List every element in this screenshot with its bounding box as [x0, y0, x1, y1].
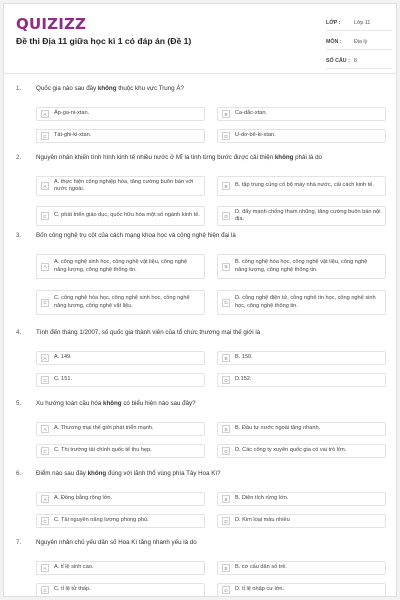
- answer-option-c[interactable]: [36, 444, 205, 458]
- option-letter-box: A: [41, 564, 49, 572]
- answer-option-c[interactable]: [36, 583, 205, 597]
- question-text-start: Xu hướng toàn cầu hóa: [36, 400, 104, 407]
- option-text: C. Tài nguyên năng lượng phong phú.: [54, 517, 149, 524]
- question-4: [16, 329, 388, 383]
- question-3: [16, 232, 388, 309]
- question-header: [16, 154, 388, 162]
- answer-option-a[interactable]: [36, 107, 205, 121]
- question-text-start: Tính đến tháng 1/2007, số quốc gia thành viên của tổ chức thương mại thế giới là: [36, 329, 261, 336]
- option-text: D. Các công ty xuyên quốc gia có vai trò lớn.: [235, 447, 347, 454]
- option-text: Áp-ga-ni-xtan.: [54, 110, 90, 117]
- question-header: [16, 85, 388, 93]
- answer-option-c[interactable]: [36, 206, 205, 226]
- question-header: [16, 329, 388, 337]
- option-letter-box: A: [41, 263, 49, 271]
- question-text-start: Bốn công nghệ trụ cột của cách mạng khoa học và công nghệ hiện đại là: [36, 232, 236, 239]
- meta-subject-value: Địa lý: [354, 39, 368, 45]
- question-number: 5.: [16, 400, 22, 407]
- question-header: [16, 470, 388, 478]
- option-letter-box: B: [222, 263, 230, 271]
- question-5: [16, 400, 388, 454]
- worksheet-header: [4, 4, 396, 74]
- option-text: D. Kim loại màu nhiều: [235, 517, 290, 524]
- question-text-end: có biểu hiện nào sau đây?: [121, 400, 196, 407]
- option-text: Tát-ghi-ki-xtan.: [54, 132, 92, 139]
- answer-option-d[interactable]: [217, 514, 386, 528]
- answer-option-b[interactable]: [217, 176, 386, 196]
- option-text: C. phát triển giáo dục, quốc hữu hóa một số ngành kinh tế.: [54, 212, 200, 219]
- answer-option-c[interactable]: [36, 373, 205, 387]
- option-letter-box: D: [222, 517, 230, 525]
- question-number: 1.: [16, 85, 22, 92]
- worksheet-title: Đề thi Địa 11 giữa học kì 1 có đáp án (Đề 1): [16, 36, 192, 46]
- meta-class-row: [326, 16, 392, 31]
- answer-option-b[interactable]: [217, 351, 386, 365]
- option-letter-box: B: [222, 425, 230, 433]
- meta-count-row: [326, 54, 392, 69]
- option-text: B. tập trung củng cố bộ máy nhà nước, cải cách kinh tế.: [235, 182, 374, 189]
- option-text: D. công nghệ điện tử, công nghệ tin học, công nghệ sinh học, công nghệ thông tin.: [235, 295, 376, 309]
- option-text: A. thực hiện công nghiệp hóa, tăng cường buôn bán với nước ngoài.: [54, 178, 194, 193]
- answer-option-b[interactable]: [217, 422, 386, 436]
- option-letter-box: A: [41, 425, 49, 433]
- question-text: [36, 400, 196, 408]
- quizizz-logo[interactable]: QUIZIZZ: [16, 15, 87, 33]
- question-header: [16, 539, 388, 547]
- answer-option-d[interactable]: [217, 583, 386, 597]
- answer-option-a[interactable]: [36, 351, 205, 365]
- question-number: 7.: [16, 539, 22, 546]
- question-header: [16, 400, 388, 408]
- option-text: B. công nghệ hóa học, công nghệ vật liệu, công nghệ năng lượng, công nghệ thông tin.: [235, 259, 368, 273]
- option-text: D. đẩy mạnh chống tham nhũng, tăng cường buôn bán nội địa.: [235, 208, 381, 223]
- question-text: [36, 154, 322, 162]
- answer-option-b[interactable]: [217, 561, 386, 575]
- answer-option-a[interactable]: [36, 254, 205, 279]
- question-text-emphasis: không: [87, 470, 107, 477]
- option-letter-box: A: [41, 354, 49, 362]
- option-letter-box: C: [41, 132, 49, 140]
- option-letter-box: C: [41, 517, 49, 525]
- question-text-start: Nguyên nhân chủ yếu dân số Hoa Kì tăng nhanh yếu là do: [36, 539, 197, 546]
- question-text-start: Quốc gia nào sau đây: [36, 85, 98, 92]
- option-text: B. cơ cấu dân số trẻ.: [235, 564, 287, 571]
- option-text: A. tỉ lệ sinh cao.: [54, 564, 94, 571]
- answer-option-d[interactable]: [217, 373, 386, 387]
- meta-subject-row: [326, 35, 392, 50]
- option-text: A. 149.: [54, 354, 72, 361]
- meta-count-value: 8: [354, 58, 357, 64]
- option-letter-box: D: [222, 212, 230, 220]
- worksheet-page: [3, 3, 397, 597]
- option-text: A. công nghệ sinh học, công nghệ vật liệu, công nghệ năng lượng, công nghệ thông tin.: [54, 259, 188, 273]
- question-6: [16, 470, 388, 524]
- question-text-start: Điểm nào sau đây: [36, 470, 88, 477]
- answer-option-c[interactable]: [36, 129, 205, 143]
- option-letter-box: B: [222, 182, 230, 190]
- option-text: D.152.: [235, 376, 252, 383]
- answer-option-c[interactable]: [36, 514, 205, 528]
- option-letter-box: B: [222, 110, 230, 118]
- option-text: A. Đồng bằng rộng lớn.: [54, 495, 113, 502]
- option-text: B. 150.: [235, 354, 253, 361]
- answer-option-a[interactable]: [36, 492, 205, 506]
- question-text: [36, 329, 260, 337]
- question-text-start: Nguyên nhân khiến tình hình kinh tế nhiều nước ở Mĩ la tinh từng bước được cải thiện: [36, 154, 275, 161]
- option-text: C. tỉ lệ tử thấp.: [54, 586, 91, 593]
- option-text: A. Thương mại thế giới phát triển mạnh.: [54, 425, 154, 432]
- question-7: [16, 539, 388, 593]
- question-text: [36, 85, 184, 93]
- option-text: B. Diện tích rừng lớn.: [235, 495, 289, 502]
- option-letter-box: D: [222, 132, 230, 140]
- question-text-emphasis: không: [274, 154, 294, 161]
- meta-class-label: LỚP :: [326, 20, 341, 26]
- question-text-end: đúng với lãnh thổ vùng phía Tây Hoa Kì?: [106, 470, 221, 477]
- option-letter-box: C: [41, 376, 49, 384]
- option-text: C. công nghệ hóa học, công nghệ sinh học, công nghệ năng lượng, công nghệ vật liệu.: [54, 295, 190, 309]
- answer-option-d[interactable]: [217, 290, 386, 315]
- meta-class-value: Lớp 11: [354, 20, 371, 26]
- question-number: 2.: [16, 154, 22, 161]
- option-letter-box: C: [41, 447, 49, 455]
- worksheet-meta: [326, 16, 392, 73]
- option-letter-box: C: [41, 586, 49, 594]
- question-2: [16, 154, 388, 223]
- question-text-end: thuộc khu vực Trung Á?: [116, 85, 184, 92]
- answer-option-b[interactable]: [217, 492, 386, 506]
- answer-option-b[interactable]: [217, 107, 386, 121]
- question-1: [16, 85, 388, 139]
- answer-option-a[interactable]: [36, 176, 205, 196]
- option-letter-box: D: [222, 376, 230, 384]
- question-header: [16, 232, 388, 240]
- question-number: 6.: [16, 470, 22, 477]
- answer-option-d[interactable]: [217, 129, 386, 143]
- option-letter-box: B: [222, 564, 230, 572]
- answer-option-a[interactable]: [36, 561, 205, 575]
- option-letter-box: A: [41, 110, 49, 118]
- option-letter-box: C: [41, 299, 49, 307]
- option-letter-box: D: [222, 447, 230, 455]
- option-text: D. tỉ lệ nhập cư lớn.: [235, 586, 285, 593]
- option-text: C. 151.: [54, 376, 73, 383]
- option-letter-box: A: [41, 182, 49, 190]
- option-letter-box: A: [41, 495, 49, 503]
- option-letter-box: C: [41, 212, 49, 220]
- question-text-emphasis: không: [103, 400, 122, 407]
- answer-option-d[interactable]: [217, 206, 386, 226]
- question-text: [36, 232, 236, 240]
- answer-option-d[interactable]: [217, 444, 386, 458]
- option-letter-box: B: [222, 495, 230, 503]
- answer-option-a[interactable]: [36, 422, 205, 436]
- option-text: U-dơ-bê-ki-xtan.: [235, 132, 276, 139]
- question-text-end: phải là do: [293, 154, 322, 161]
- question-text: [36, 470, 221, 478]
- question-text-emphasis: không: [97, 85, 117, 92]
- option-text: C. Thị trường tài chính quốc tế thu hẹp.: [54, 447, 152, 454]
- option-text: B. Đầu tư nước ngoài tăng nhanh.: [235, 425, 321, 432]
- option-letter-box: D: [222, 299, 230, 307]
- option-letter-box: B: [222, 354, 230, 362]
- option-letter-box: D: [222, 586, 230, 594]
- meta-subject-label: MÔN :: [326, 39, 342, 45]
- answer-option-c[interactable]: [36, 290, 205, 315]
- meta-count-label: SỐ CÂU :: [326, 58, 350, 64]
- question-number: 3.: [16, 232, 22, 239]
- option-text: Ca-dắc-xtan.: [235, 110, 268, 117]
- question-number: 4.: [16, 329, 22, 336]
- question-text: [36, 539, 197, 547]
- answer-option-b[interactable]: [217, 254, 386, 279]
